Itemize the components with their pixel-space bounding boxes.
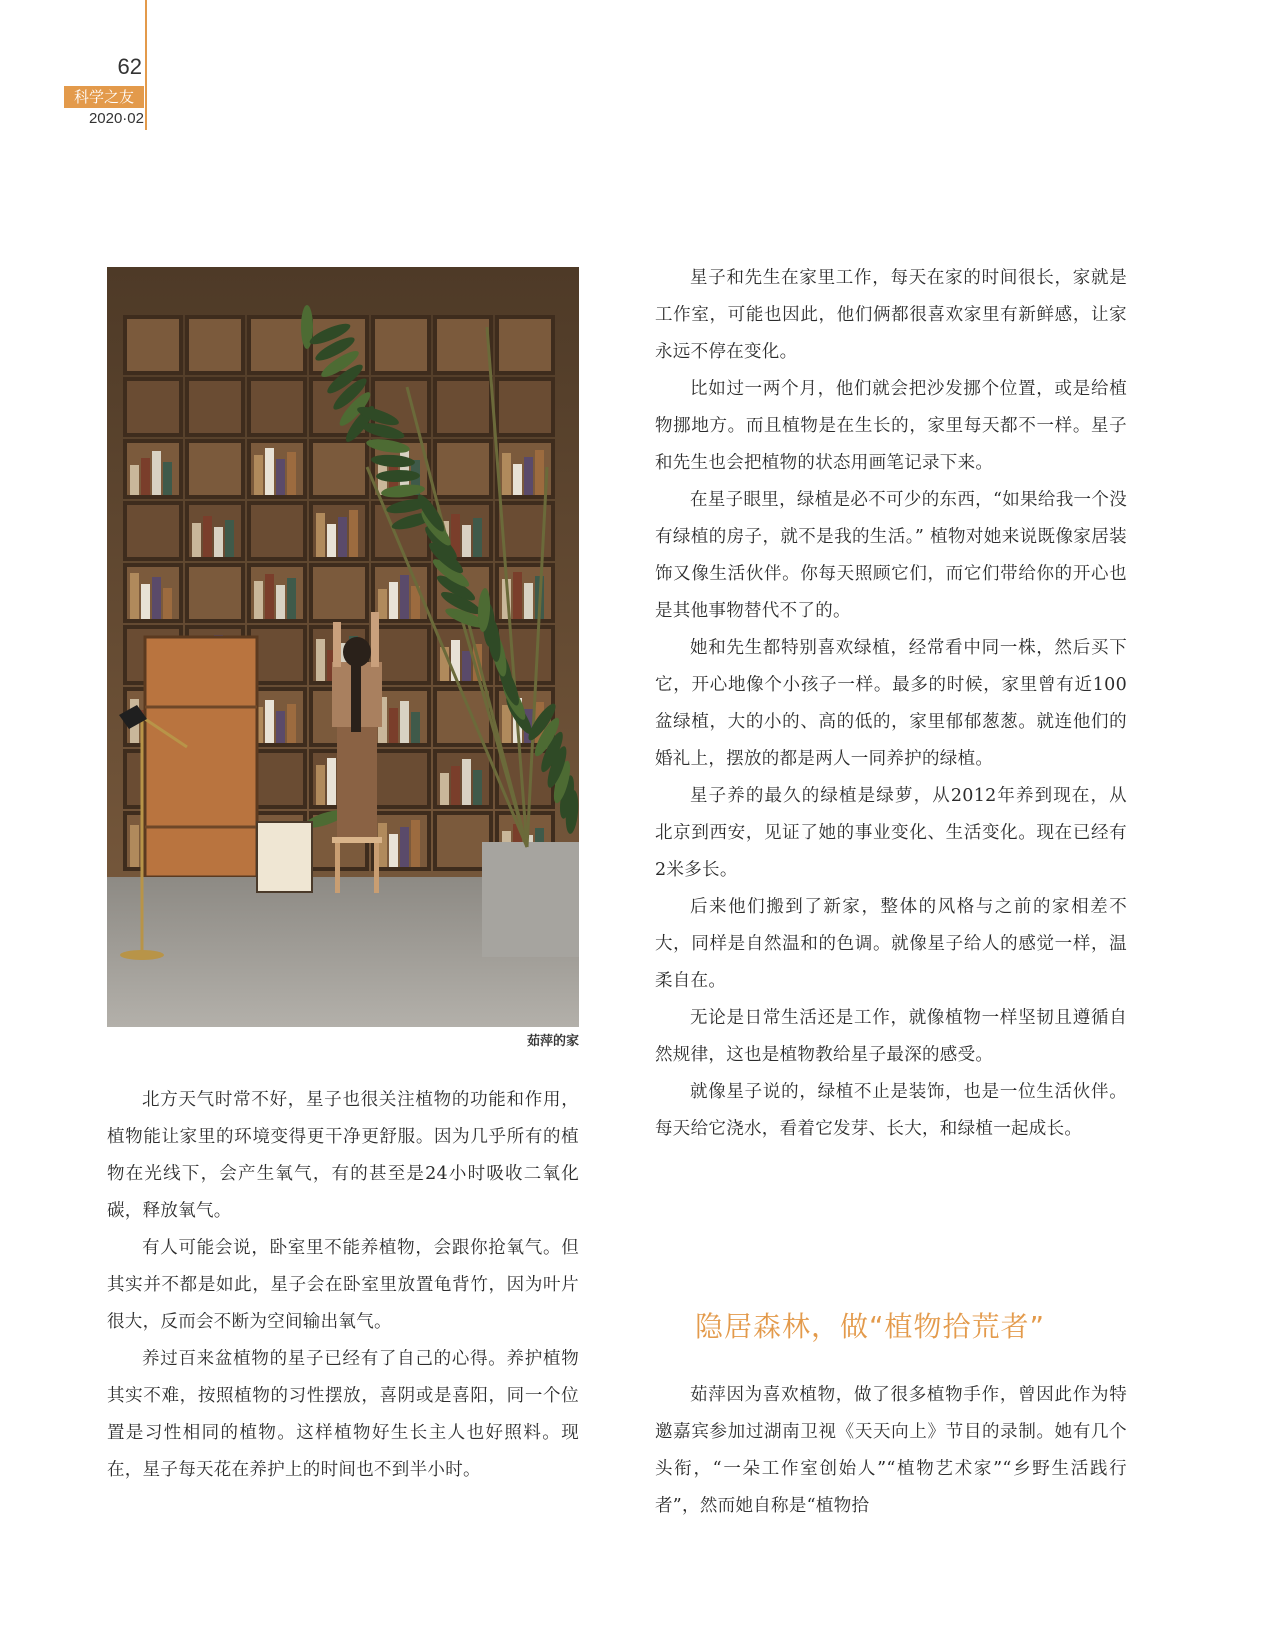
paragraph: 她和先生都特别喜欢绿植，经常看中同一株，然后买下它，开心地像个小孩子一样。最多的时候，家里曾有近100盆绿植，大的小的、高的低的，家里郁郁葱葱。就连他们的婚礼上，摆放的都是两人一同养护的绿植。 (655, 638, 1127, 769)
shelf-cell (373, 317, 429, 373)
book (287, 452, 296, 495)
book (462, 651, 471, 681)
book (316, 639, 325, 681)
paragraph: 星子养的最久的绿植是绿萝，从2012年养到现在，从北京到西安，见证了她的事业变化、生活变化。现在已经有2米多长。 (655, 786, 1127, 880)
book (524, 583, 533, 619)
shelf-cell (125, 317, 181, 373)
book (265, 700, 274, 743)
book (163, 462, 172, 495)
book (389, 834, 398, 867)
paragraph: 北方天气时常不好，星子也很关注植物的功能和作用，植物能让家里的环境变得更干净更舒服。因为几乎所有的植物在光线下，会产生氧气，有的甚至是24小时吸收二氧化碳，释放氧气。 (107, 1090, 579, 1221)
book (203, 516, 212, 557)
paragraph: 星子和先生在家里工作，每天在家的时间很长，家就是工作室，可能也因此，他们俩都很喜欢家里有新鲜感，让家永远不停在变化。 (655, 268, 1127, 362)
book (163, 588, 172, 619)
book (378, 823, 387, 867)
book (254, 581, 263, 619)
book (327, 524, 336, 557)
book (214, 527, 223, 557)
book (462, 525, 471, 557)
book (502, 453, 511, 495)
shelf-cell (311, 565, 367, 621)
paragraph: 有人可能会说，卧室里不能养植物，会跟你抢氧气。但其实并不都是如此，星子会在卧室里放置龟背竹，因为叶片很大，反而会不断为空间输出氧气。 (107, 1238, 579, 1332)
shelf-cell (435, 317, 491, 373)
paragraph: 比如过一两个月，他们就会把沙发挪个位置，或是给植物挪地方。而且植物是在生长的，家里每天都不一样。星子和先生也会把植物的状态用画笔记录下来。 (655, 379, 1127, 473)
section-heading: 隐居森林，做“植物拾荒者” (695, 1310, 1046, 1343)
paragraph: 后来他们搬到了新家，整体的风格与之前的家相差不大，同样是自然温和的色调。就像星子给人的感觉一样，温柔自在。 (655, 897, 1127, 991)
issue-date: 2020·02 (88, 110, 144, 127)
photo-caption: 茹萍的家 (526, 1034, 579, 1049)
shelf-cell (497, 317, 553, 373)
book (513, 572, 522, 619)
shelf-cell (187, 565, 243, 621)
shelf-cell (497, 379, 553, 435)
book (276, 459, 285, 495)
book (513, 464, 522, 495)
book (535, 450, 544, 495)
book (265, 574, 274, 619)
book (225, 520, 234, 557)
book (451, 766, 460, 805)
shelf-cell (187, 317, 243, 373)
planter-box (482, 842, 579, 957)
framed-print (257, 822, 312, 892)
book (440, 773, 449, 805)
book (389, 582, 398, 619)
book (524, 457, 533, 495)
shelf-cell (125, 503, 181, 559)
paragraph: 养过百来盆植物的星子已经有了自己的心得。养护植物其实不难，按照植物的习性摆放，喜阴或是喜阳，同一个位置是习性相同的植物。这样植物好生长主人也好照料。现在，星子每天花在养护上的时间也不到半小时。 (107, 1349, 579, 1480)
shelf-cell (311, 441, 367, 497)
shelf-cell (249, 317, 305, 373)
book (338, 517, 347, 557)
paragraph: 就像星子说的，绿植不止是装饰，也是一位生活伙伴。每天给它浇水，看着它发芽、长大，和绿植一起成长。 (655, 1082, 1127, 1139)
shelf-cell (187, 379, 243, 435)
book (152, 451, 161, 495)
book (378, 589, 387, 619)
shelf-cell (249, 379, 305, 435)
shelf-cell (187, 441, 243, 497)
book (141, 458, 150, 495)
magazine-name-badge: 科学之友 (64, 86, 144, 108)
book (327, 758, 336, 805)
book (473, 518, 482, 557)
book (287, 578, 296, 619)
book (130, 825, 139, 867)
book (265, 448, 274, 495)
book (400, 575, 409, 619)
header-divider (145, 0, 147, 130)
book (130, 465, 139, 495)
book (316, 765, 325, 805)
book (400, 827, 409, 867)
paragraph: 在星子眼里，绿植是必不可少的东西，“如果给我一个没有绿植的房子，就不是我的生活。” 植物对她来说既像家居装饰又像生活伙伴。你每天照顾它们，而它们带给你的开心也是其他事物替代不了的。 (655, 490, 1127, 621)
book (130, 573, 139, 619)
book (254, 455, 263, 495)
book (349, 510, 358, 557)
paragraph: 茹萍因为喜欢植物，做了很多植物手作，曾因此作为特邀嘉宾参加过湖南卫视《天天向上》节目的录制。她有几个头衔，“一朵工作室创始人”“植物艺术家”“乡野生活践行者”，然而她自称是“植物拾 (655, 1385, 1127, 1516)
book (473, 770, 482, 805)
book (389, 708, 398, 743)
book (411, 712, 420, 743)
shelf-cell (249, 503, 305, 559)
bookshelf-photo-illustration (107, 267, 579, 1027)
book (192, 523, 201, 557)
book (316, 513, 325, 557)
book (287, 704, 296, 743)
wooden-door (145, 637, 257, 877)
shelf-cell (125, 379, 181, 435)
book (502, 705, 511, 743)
shelf-cell (373, 751, 429, 807)
book (152, 577, 161, 619)
paragraph: 无论是日常生活还是工作，就像植物一样坚韧且遵循自然规律，这也是植物教给星子最深的感受。 (655, 1008, 1127, 1065)
book (411, 820, 420, 867)
bookshelf-photo (107, 267, 579, 1027)
shelf-cell (435, 379, 491, 435)
book (462, 759, 471, 805)
book (276, 711, 285, 743)
right-column-section (655, 1377, 1127, 1525)
book (400, 701, 409, 743)
book (276, 585, 285, 619)
shelf-cell (435, 441, 491, 497)
page-number: 62 (117, 54, 142, 79)
left-column (107, 1082, 579, 1489)
book (141, 584, 150, 619)
right-column (655, 260, 1127, 1148)
